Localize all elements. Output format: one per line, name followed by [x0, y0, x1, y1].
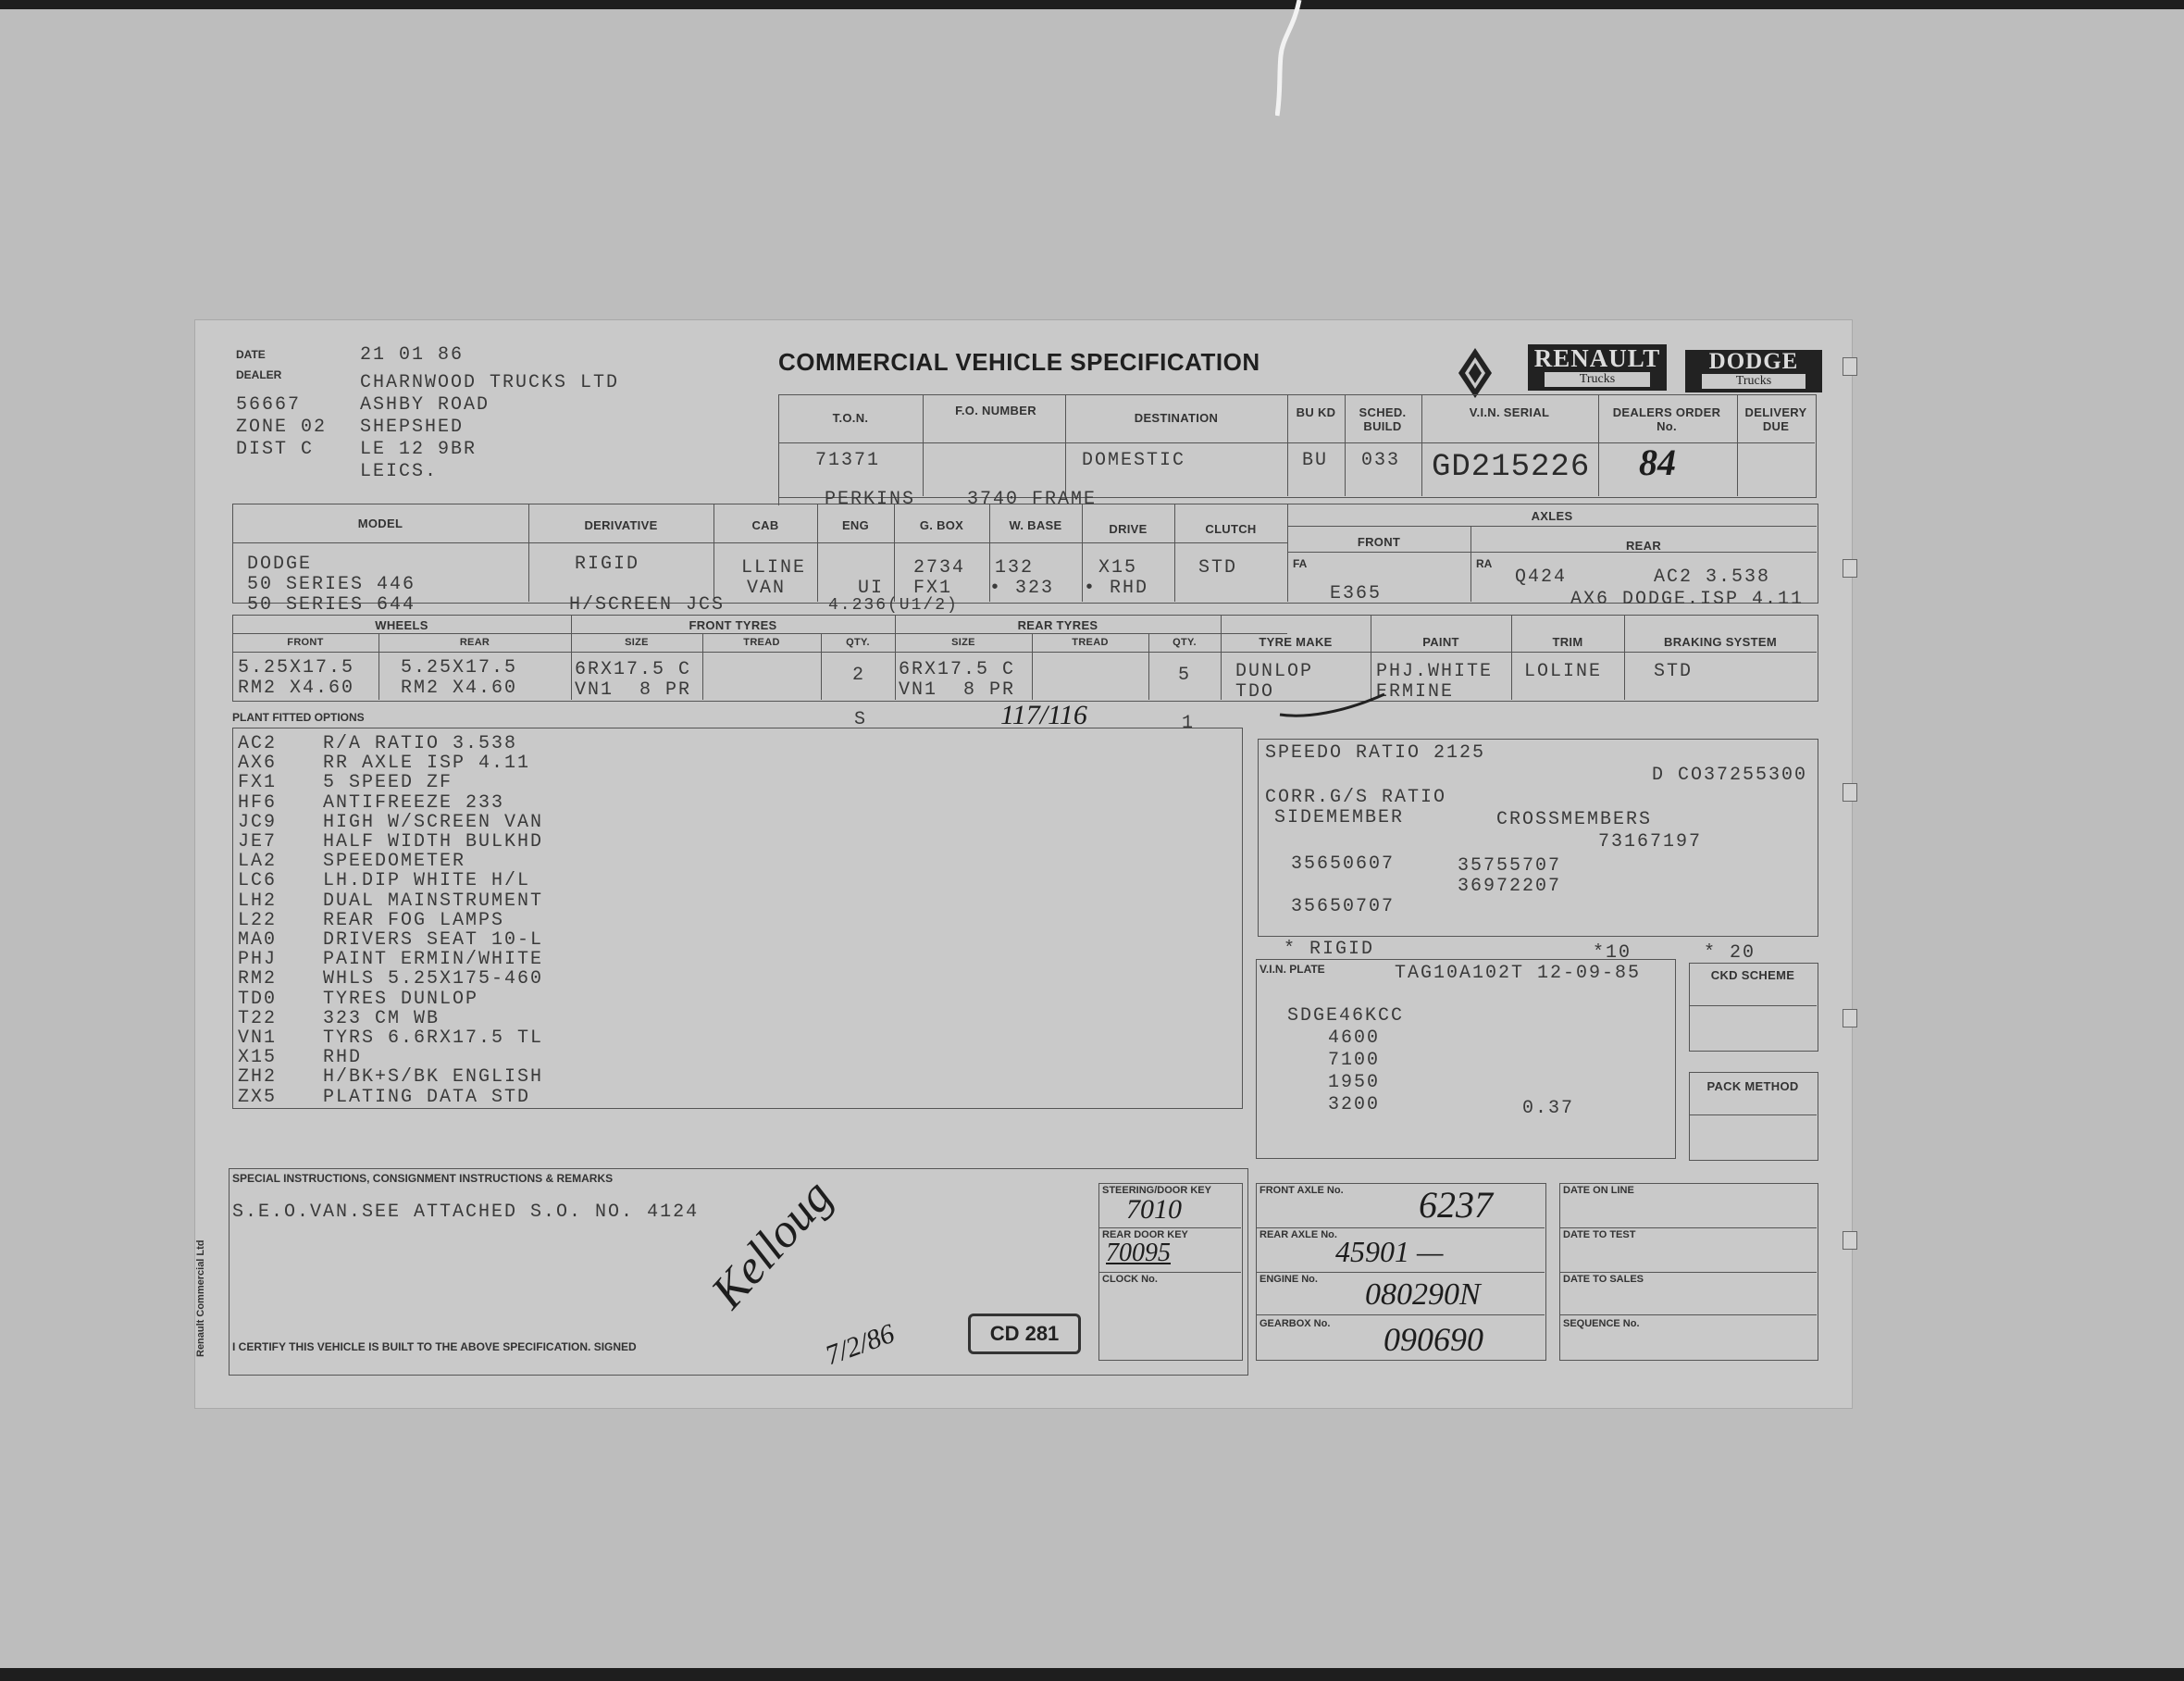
rear-tyre-size: 6RX17.5 C	[899, 659, 1016, 680]
dealer-label: DEALER	[236, 368, 282, 381]
option-description: ANTIFREEZE 233	[323, 791, 505, 814]
dealers-order-value: 84	[1639, 442, 1676, 483]
header-destination: DESTINATION	[1134, 411, 1219, 425]
option-code: LH2	[238, 890, 278, 912]
gbox-value: 2734	[913, 557, 966, 579]
vin-plate-val2: * 20	[1704, 942, 1756, 964]
handwritten-swoosh	[1278, 691, 1389, 718]
bu-kd-value: BU	[1302, 450, 1329, 471]
option-description: 323 CM WB	[323, 1007, 441, 1029]
paint-value: ERMINE	[1376, 681, 1455, 703]
header-braking: BRAKING SYSTEM	[1664, 635, 1777, 649]
remarks-label: SPECIAL INSTRUCTIONS, CONSIGNMENT INSTRUCTIONS & REMARKS	[232, 1172, 614, 1185]
wheels-rear-value: 5.25X17.5	[401, 657, 518, 679]
paint-value: PHJ.WHITE	[1376, 661, 1494, 682]
gbox-value: FX1	[913, 578, 953, 599]
header-front-axle: FRONT	[1357, 535, 1401, 549]
vin-plate-line: 1950	[1328, 1072, 1381, 1093]
model-value: 50 SERIES 644	[247, 594, 416, 616]
header-bu-kd: BU KD	[1296, 405, 1336, 419]
option-row	[238, 870, 530, 891]
option-description: R/A RATIO 3.538	[323, 733, 518, 754]
date-to-sales-label: DATE TO SALES	[1563, 1274, 1644, 1285]
vin-plate-box	[1256, 959, 1676, 1159]
option-description: HALF WIDTH BULKHD	[323, 831, 544, 853]
dealer-line: ASHBY ROAD	[360, 394, 490, 416]
header-front-size: SIZE	[625, 637, 649, 648]
vin-plate-extra: 0.37	[1522, 1098, 1575, 1119]
wheels-front-value: RM2 X4.60	[238, 678, 355, 699]
margin-mark	[1843, 1009, 1857, 1027]
front-axle-value: E365	[1330, 583, 1383, 604]
option-code: LC6	[238, 870, 278, 892]
front-tyre-size: VN1 8 PR	[575, 679, 692, 701]
crossmember-1: 73167197	[1598, 831, 1703, 853]
option-description: H/BK+S/BK ENGLISH	[323, 1066, 544, 1089]
option-code: FX1	[238, 772, 278, 794]
option-row	[238, 910, 504, 931]
eng-value: UI	[858, 578, 885, 599]
header-eng: ENG	[841, 518, 870, 532]
date-on-line-label: DATE ON LINE	[1563, 1185, 1634, 1196]
header-fo-number: F.O. NUMBER	[955, 404, 1036, 417]
rear-tyre-qty: 5	[1178, 665, 1192, 686]
header-front-tyres: FRONT TYRES	[689, 618, 777, 632]
option-code: L22	[238, 909, 278, 931]
scan-top-border	[0, 0, 2184, 9]
renault-diamond-logo	[1458, 348, 1492, 398]
drive-value: X15	[1098, 557, 1138, 579]
sidemember-2: 35650707	[1291, 896, 1396, 917]
option-row	[238, 890, 543, 912]
option-description: 5 SPEED ZF	[323, 772, 453, 794]
vin-plate-line: 3200	[1328, 1094, 1381, 1115]
sched-build-value: 033	[1361, 450, 1401, 471]
option-row	[238, 772, 453, 793]
rear-axle-desc: AX6 DODGE.ISP 4.11	[1570, 589, 1805, 610]
vin-plate-line: SDGE46KCC	[1287, 1005, 1405, 1027]
option-code: AC2	[238, 733, 278, 754]
option-row	[238, 851, 465, 872]
dealer-line: LEICS.	[360, 461, 439, 482]
option-row	[238, 753, 530, 774]
option-description: PAINT ERMIN/WHITE	[323, 949, 544, 971]
header-dealers-order: DEALERS ORDER No.	[1612, 405, 1721, 433]
option-row	[238, 1087, 530, 1108]
option-row	[238, 1008, 440, 1029]
fa-label: FA	[1293, 557, 1308, 570]
option-row	[238, 831, 543, 853]
sequence-no-label: SEQUENCE No.	[1563, 1318, 1640, 1329]
signature-date: 7/2/86	[821, 1317, 899, 1372]
option-code: MA0	[238, 929, 278, 951]
front-axle-no-label: FRONT AXLE No.	[1260, 1185, 1344, 1196]
certify-text: I CERTIFY THIS VEHICLE IS BUILT TO THE ABOVE SPECIFICATION. SIGNED	[232, 1340, 637, 1353]
pack-method-label: PACK METHOD	[1706, 1079, 1799, 1093]
option-row	[238, 812, 543, 833]
below-tyre: 1	[1182, 713, 1196, 734]
sidemember-1: 35650607	[1291, 853, 1396, 875]
steering-key-value: 7010	[1126, 1194, 1182, 1225]
engine-no-value: 080290N	[1365, 1277, 1481, 1312]
header-model: MODEL	[357, 517, 403, 530]
header-derivative: DERIVATIVE	[584, 518, 658, 532]
clutch-value: STD	[1198, 557, 1238, 579]
gearbox-no-value: 090690	[1384, 1321, 1483, 1358]
scan-scratch	[1275, 0, 1303, 120]
option-code: TD0	[238, 988, 278, 1010]
signature: Kelloug	[701, 1169, 843, 1319]
rear-axle-no-label: REAR AXLE No.	[1260, 1229, 1337, 1240]
scan-bottom-border	[0, 1668, 2184, 1681]
header-vin-serial: V.I.N. SERIAL	[1469, 405, 1550, 419]
option-code: AX6	[238, 753, 278, 775]
margin-mark	[1843, 559, 1857, 578]
vin-plate-line: 7100	[1328, 1050, 1381, 1071]
header-gbox: G. BOX	[919, 518, 964, 532]
option-row	[238, 968, 543, 990]
model-value: 50 SERIES 446	[247, 574, 416, 595]
sidemember-label: SIDEMEMBER	[1274, 807, 1405, 828]
ckd-scheme-label: CKD SCHEME	[1710, 968, 1795, 982]
gearbox-no-label: GEARBOX No.	[1260, 1318, 1331, 1329]
dodge-logo: DODGE Trucks	[1685, 350, 1822, 392]
destination-value: DOMESTIC	[1082, 450, 1186, 471]
header-rear-axle: REAR	[1625, 539, 1662, 553]
option-row	[238, 1066, 543, 1088]
crossmember-2: 35755707	[1458, 855, 1562, 877]
rear-door-key-value: 70095	[1106, 1239, 1171, 1267]
header-wheels: WHEELS	[375, 618, 428, 632]
front-tyre-size: 6RX17.5 C	[575, 659, 692, 680]
option-description: REAR FOG LAMPS	[323, 909, 505, 931]
drive-value: • RHD	[1084, 578, 1149, 599]
cd-stamp: CD 281	[968, 1314, 1081, 1354]
option-description: HIGH W/SCREEN VAN	[323, 811, 544, 833]
date-to-test-label: DATE TO TEST	[1563, 1229, 1636, 1240]
speedo-ref: D CO37255300	[1652, 765, 1808, 786]
header-front-tread: TREAD	[743, 637, 780, 648]
margin-mark	[1843, 783, 1857, 802]
header-paint: PAINT	[1422, 635, 1459, 649]
ton-value: 71371	[815, 450, 881, 471]
option-description: TYRS 6.6RX17.5 TL	[323, 1027, 544, 1049]
option-code: PHJ	[238, 949, 278, 971]
header-rear-tread: TREAD	[1072, 637, 1109, 648]
eng-value: 4.236(U1/2)	[828, 596, 959, 615]
option-row	[238, 949, 543, 970]
option-code: RM2	[238, 968, 278, 990]
options-label: PLANT FITTED OPTIONS	[232, 711, 365, 724]
derivative-value: RIGID	[575, 554, 640, 575]
derivative-value: H/SCREEN JCS	[569, 594, 726, 616]
option-code: JE7	[238, 831, 278, 853]
header-wbase: W. BASE	[1009, 518, 1062, 532]
rear-door-key-label: REAR DOOR KEY	[1102, 1229, 1188, 1240]
header-tyre-make: TYRE MAKE	[1259, 635, 1333, 649]
header-rear-qty: QTY.	[1173, 637, 1197, 648]
option-row	[238, 792, 504, 814]
renault-logo: RENAULT Trucks	[1528, 344, 1667, 391]
option-code: ZX5	[238, 1086, 278, 1108]
header-rear-size: SIZE	[951, 637, 975, 648]
option-code: VN1	[238, 1027, 278, 1049]
option-description: WHLS 5.25X175-460	[323, 968, 544, 990]
option-description: TYRES DUNLOP	[323, 988, 479, 1010]
option-description: LH.DIP WHITE H/L	[323, 870, 531, 892]
option-description: RR AXLE ISP 4.11	[323, 753, 531, 775]
wbase-value: 132	[995, 557, 1035, 579]
cab-value: LLINE	[741, 557, 807, 579]
dealer-line: LE 12 9BR	[360, 439, 478, 460]
option-description: RHD	[323, 1047, 363, 1069]
header-axles: AXLES	[1531, 509, 1573, 523]
dealer-code: ZONE 02	[236, 417, 328, 438]
header-cab: CAB	[751, 518, 779, 532]
vin-plate-line: 4600	[1328, 1027, 1381, 1049]
date-value: 21 01 86	[360, 344, 465, 366]
vin-serial-value: GD215226	[1432, 450, 1591, 485]
front-tyre-qty: 2	[852, 665, 866, 686]
option-row	[238, 929, 543, 951]
option-code: X15	[238, 1047, 278, 1069]
corr-ratio: CORR.G/S RATIO	[1265, 787, 1447, 808]
date-label: DATE	[236, 348, 266, 361]
header-sched-build: SCHED. BUILD	[1359, 405, 1407, 433]
option-row	[238, 1027, 543, 1049]
header-trim: TRIM	[1552, 635, 1583, 649]
braking-value: STD	[1654, 661, 1694, 682]
option-code: T22	[238, 1007, 278, 1029]
header-wheels-front: FRONT	[287, 637, 324, 648]
option-code: JC9	[238, 811, 278, 833]
wheels-rear-value: RM2 X4.60	[401, 678, 518, 699]
handwritten-tread: 117/116	[1000, 700, 1087, 730]
header-rear-tyres: REAR TYRES	[1017, 618, 1098, 632]
margin-mark	[1843, 357, 1857, 376]
option-description: DRIVERS SEAT 10-L	[323, 929, 544, 951]
rigid-marker: * RIGID	[1284, 939, 1375, 960]
dealer-code: 56667	[236, 394, 302, 416]
crossmembers-label: CROSSMEMBERS	[1496, 809, 1653, 830]
engine-no-label: ENGINE No.	[1260, 1274, 1318, 1285]
option-description: PLATING DATA STD	[323, 1086, 531, 1108]
form-title: COMMERCIAL VEHICLE SPECIFICATION	[778, 348, 1260, 376]
option-code: LA2	[238, 851, 278, 873]
rear-axle-ratio: AC2 3.538	[1654, 567, 1771, 588]
ra-label: RA	[1476, 557, 1493, 570]
vin-plate-val1: *10	[1593, 942, 1632, 964]
front-axle-no-value: 6237	[1419, 1184, 1493, 1226]
dealer-line: SHEPSHED	[360, 417, 465, 438]
option-description: SPEEDOMETER	[323, 851, 466, 873]
model-value: DODGE	[247, 554, 313, 575]
option-code: ZH2	[238, 1066, 278, 1089]
header-delivery-due: DELIVERY DUE	[1744, 405, 1807, 433]
speedo-ratio: SPEEDO RATIO 2125	[1265, 742, 1486, 764]
side-company-text: Renault Commercial Ltd	[195, 1239, 206, 1357]
spec-note: PERKINS 3740 FRAME	[825, 489, 1098, 510]
crossmember-3: 36972207	[1458, 876, 1562, 897]
header-wheels-rear: REAR	[459, 637, 490, 648]
wheels-front-value: 5.25X17.5	[238, 657, 355, 679]
rear-axle-value: Q424	[1515, 567, 1568, 588]
tyre-make-value: DUNLOP	[1235, 661, 1314, 682]
clock-label: CLOCK No.	[1102, 1274, 1158, 1285]
rear-tyre-size: VN1 8 PR	[899, 679, 1016, 701]
header-ton: T.O.N.	[832, 411, 869, 425]
tyre-make-value: TDO	[1235, 681, 1275, 703]
rear-axle-no-value: 45901 —	[1335, 1235, 1444, 1268]
option-row	[238, 1047, 362, 1068]
dealer-line: CHARNWOOD TRUCKS LTD	[360, 372, 620, 393]
below-qty: S	[854, 709, 868, 730]
steering-key-label: STEERING/DOOR KEY	[1102, 1185, 1211, 1196]
margin-mark	[1843, 1231, 1857, 1250]
option-row	[238, 989, 478, 1010]
header-clutch: CLUTCH	[1205, 522, 1257, 536]
remarks-text: S.E.O.VAN.SEE ATTACHED S.O. NO. 4124	[232, 1202, 700, 1223]
option-row	[238, 733, 517, 754]
dealer-code: DIST C	[236, 439, 315, 460]
specification-form	[194, 319, 1853, 1409]
vin-plate-label: V.I.N. PLATE	[1260, 963, 1325, 976]
trim-value: LOLINE	[1524, 661, 1603, 682]
option-code: HF6	[238, 791, 278, 814]
cab-value: VAN	[747, 578, 787, 599]
wbase-value: • 323	[989, 578, 1055, 599]
vin-plate-code: TAG10A102T 12-09-85	[1395, 963, 1642, 984]
header-drive: DRIVE	[1109, 522, 1148, 536]
header-front-qty: QTY.	[846, 637, 870, 648]
option-description: DUAL MAINSTRUMENT	[323, 890, 544, 912]
